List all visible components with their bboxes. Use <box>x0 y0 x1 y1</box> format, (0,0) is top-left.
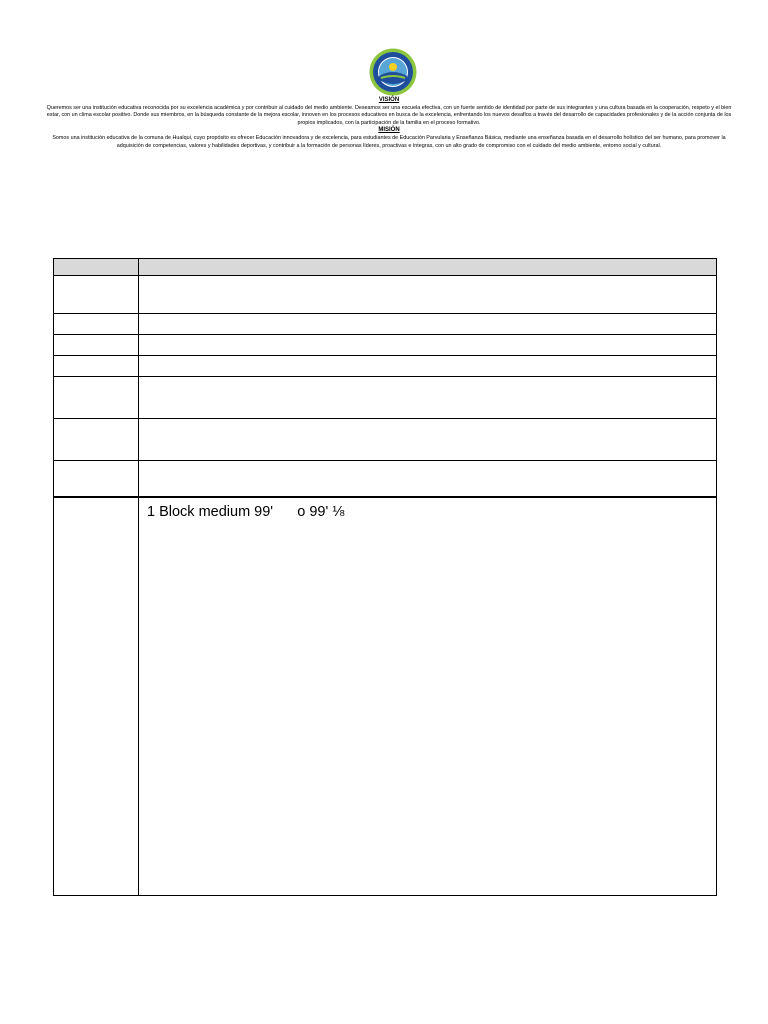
table-row <box>54 419 716 461</box>
table-cell-label <box>54 335 139 355</box>
table-cell-label <box>54 259 139 275</box>
school-logo <box>369 48 417 96</box>
table-cell-label <box>54 377 139 418</box>
table-cell-label <box>54 419 139 460</box>
content-cell-text: 1 Block medium 99' o 99' ⅛ <box>147 504 345 520</box>
table-cell-label <box>54 276 139 313</box>
table-row <box>54 314 716 335</box>
mission-text: Somos una institución educativa de la comuna de Hualqui, cuyo propósito es ofrecer Educación innovadora y de excelencia, para estudiantes de Educación Parvularia y Enseñanza Básica, mediante una enseñanza basada en el desarrollo holístico del ser humano, para promover la adquisición de competencias, valores y habilidades deportivas, y contribuir a la formación de personas líderes, proactivas e íntegras, con un alto grado de compromiso con el cuidado del medio ambiente, entorno social y cultural. <box>52 134 726 149</box>
table-header-row <box>54 259 716 276</box>
table-cell-label <box>54 461 139 496</box>
mission-heading: MISIÓN <box>378 127 400 134</box>
table-row <box>54 335 716 356</box>
vision-heading: VISIÓN <box>378 97 400 103</box>
table-cell-label <box>54 498 139 895</box>
table-cell-label <box>54 356 139 376</box>
table-row <box>54 377 716 419</box>
vision-text: Queremos ser una institución educativa reconocida por su excelencia académica y por contribuir al cuidado del medio ambiente. Deseamos ser una escuela efectiva, con un fuerte sentido de identidad por parte de sus integrantes y una cultura basada en la cooperación, respeto y el bien estar, con un clima escolar positivo. Donde sus miembros, en la búsqueda constante de la mejora escolar, innoven en los procesos educativos en busca de la excelencia, enfrentando los nuevos desafíos a través del desarrollo de capacidades profesionales y de la acción conjunta de los propios implicados, con la participación de la familia en el proceso formativo. <box>46 104 732 126</box>
table-cell-label <box>54 314 139 334</box>
table-row <box>54 461 716 498</box>
table-row <box>54 276 716 314</box>
vision-mission-header <box>40 97 738 150</box>
table-content-row <box>54 498 716 895</box>
table-row <box>54 356 716 377</box>
planning-table <box>53 258 717 896</box>
